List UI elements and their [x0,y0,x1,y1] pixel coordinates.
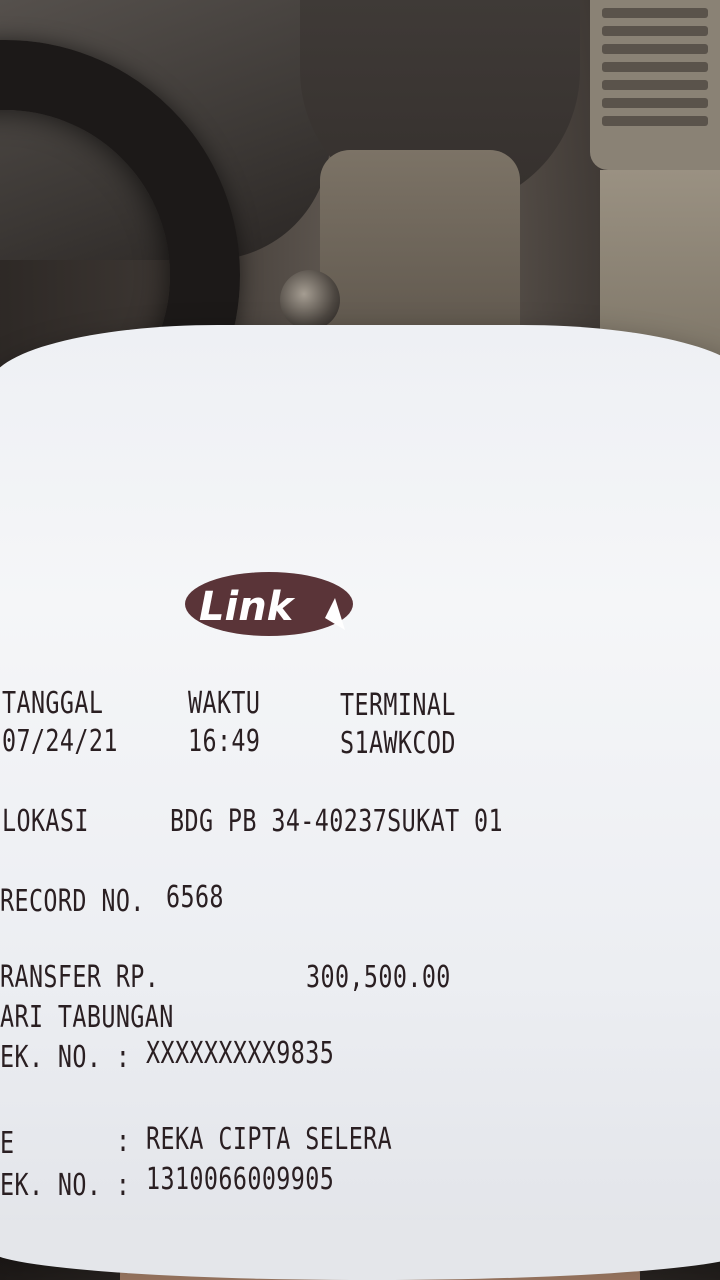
terminal-label: TERMINAL [340,688,456,723]
location-value: BDG PB 34-40237SUKAT 01 [170,804,503,839]
ignition-key [280,270,340,330]
record-label: RECORD NO. [0,884,145,919]
recipient-name-separator: : [116,1124,131,1159]
recipient-name: REKA CIPTA SELERA [146,1122,393,1157]
receipt-bottom-edge [0,1220,720,1280]
time-value: 16:49 [188,724,261,759]
transfer-label: RANSFER RP. [0,960,160,995]
air-vent [590,0,720,170]
source-account-number: XXXXXXXXX9835 [146,1036,335,1071]
source-account-type: ARI TABUNGAN [0,1000,174,1035]
location-label: LOKASI [2,804,89,839]
date-value: 07/24/21 [2,724,118,759]
record-value: 6568 [166,880,224,915]
transfer-amount: 300,500.00 [306,960,451,995]
recipient-account-label: EK. NO. : [0,1168,131,1203]
recipient-account-number: 1310066009905 [146,1162,335,1197]
dashboard-panel [320,150,520,350]
date-label: TANGGAL [2,686,104,721]
time-label: WAKTU [188,686,261,721]
logo-text: Link [199,584,294,630]
source-account-label: EK. NO. : [0,1040,131,1075]
terminal-value: S1AWKCOD [340,726,456,761]
link-logo [185,568,357,638]
atm-receipt [0,325,720,1255]
recipient-name-label: E [0,1126,15,1161]
